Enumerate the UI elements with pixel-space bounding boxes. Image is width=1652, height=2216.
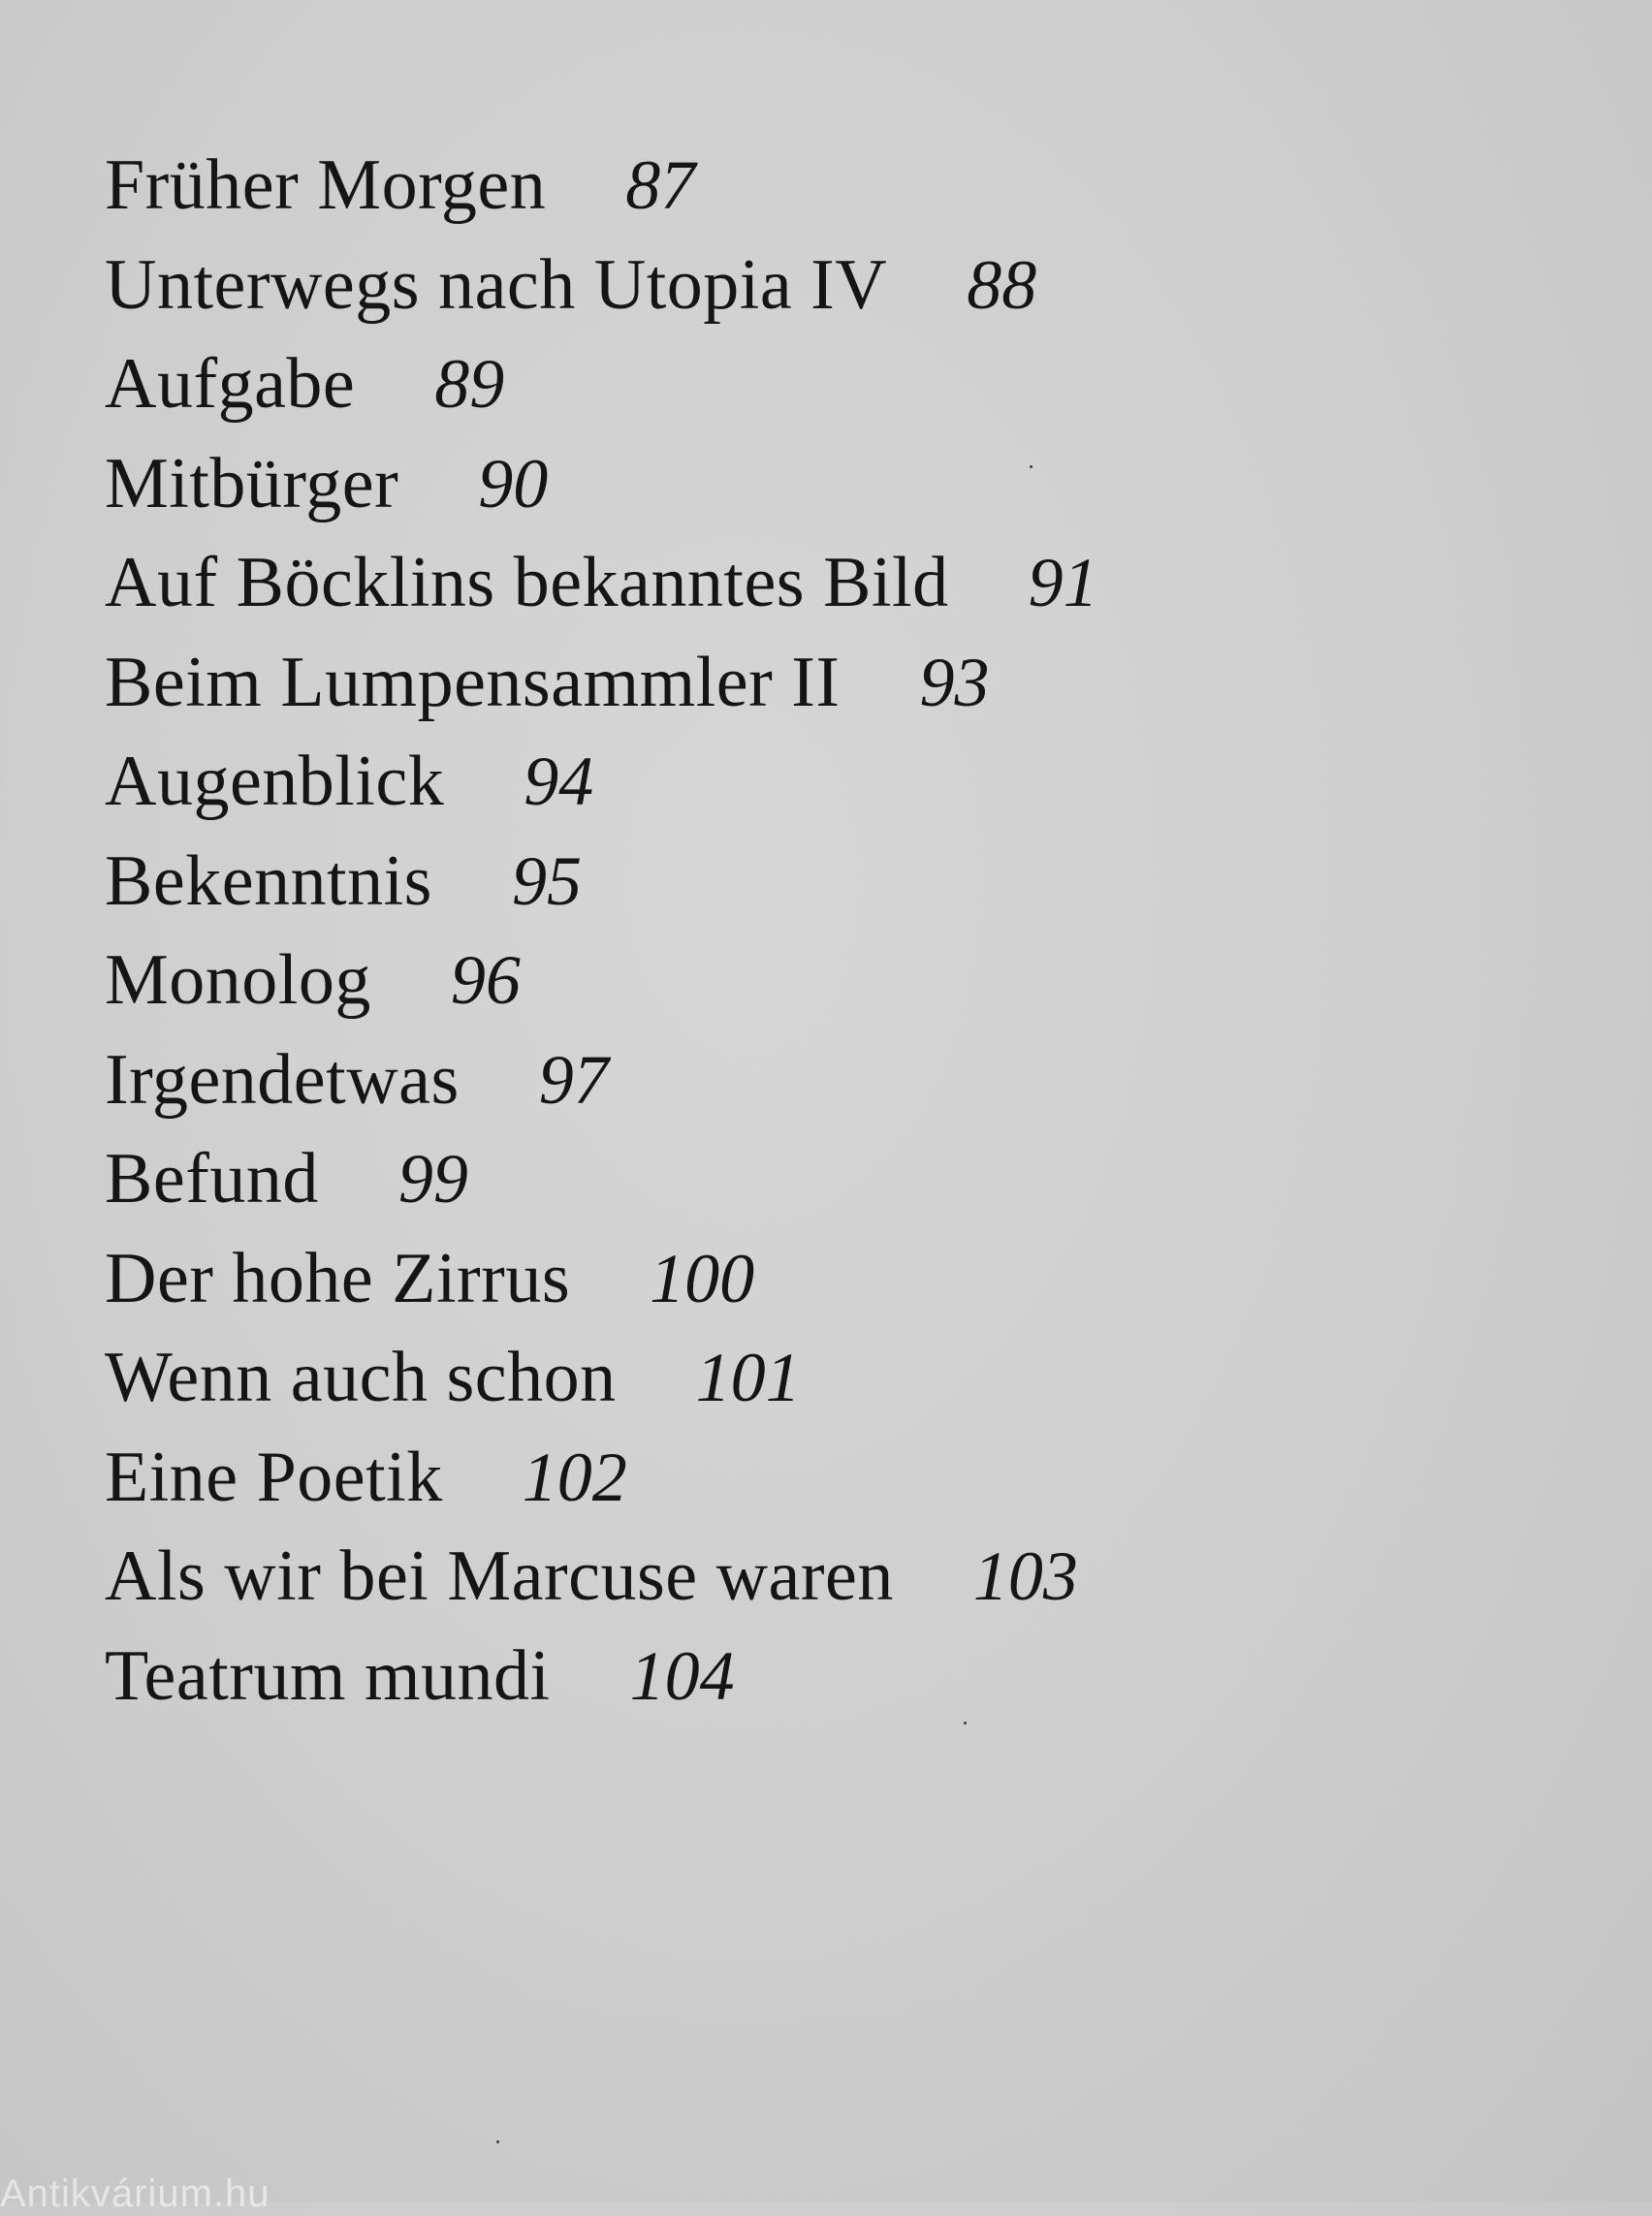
toc-entry-page: 93 xyxy=(919,643,990,721)
toc-entry xyxy=(105,334,1098,434)
toc-entry-page: 87 xyxy=(625,146,696,224)
toc-entry-page: 103 xyxy=(972,1537,1078,1615)
toc-entry-title: Bekenntnis xyxy=(105,840,432,921)
toc-entry xyxy=(105,1627,1098,1726)
toc-entry-page: 104 xyxy=(629,1636,735,1715)
toc-entry-page: 96 xyxy=(450,941,521,1019)
toc-entry-title: Teatrum mundi xyxy=(105,1635,551,1716)
toc-entry-title: Mitbürger xyxy=(105,443,399,523)
toc-entry-title: Beim Lumpensammler II xyxy=(105,642,841,722)
toc-entry xyxy=(105,533,1098,633)
toc-entry-title: Unterwegs nach Utopia IV xyxy=(105,244,888,325)
toc-entry-page: 100 xyxy=(650,1239,755,1317)
toc-entry xyxy=(105,732,1098,832)
toc-entry-title: Der hohe Zirrus xyxy=(105,1238,571,1318)
toc-entry-page: 94 xyxy=(524,743,594,820)
toc-entry xyxy=(105,1428,1098,1528)
toc-entry-title: Früher Morgen xyxy=(105,145,547,225)
toc-entry xyxy=(105,832,1098,932)
toc-entry xyxy=(105,633,1098,733)
toc-entry xyxy=(105,434,1098,534)
paper-speck xyxy=(964,1722,967,1725)
toc-entry-page: 90 xyxy=(478,444,549,522)
toc-entry-page: 89 xyxy=(434,345,505,423)
toc-entry xyxy=(105,136,1098,236)
toc-entry-page: 91 xyxy=(1028,544,1098,621)
watermark: Antikvárium.hu xyxy=(0,2172,270,2215)
toc-entry-title: Befund xyxy=(105,1139,319,1219)
toc-entry-page: 95 xyxy=(511,841,582,920)
toc-entry xyxy=(105,931,1098,1030)
toc-entry-title: Aufgabe xyxy=(105,344,356,424)
toc-entry xyxy=(105,1527,1098,1627)
toc-entry-page: 88 xyxy=(967,245,1037,324)
toc-entry-page: 97 xyxy=(538,1040,609,1119)
toc-entry xyxy=(105,1129,1098,1229)
toc-entry-title: Irgendetwas xyxy=(105,1039,460,1120)
toc-entry-title: Wenn auch schon xyxy=(105,1338,617,1417)
toc-entry-page: 101 xyxy=(695,1339,801,1416)
toc-entry-page: 102 xyxy=(522,1438,627,1516)
toc-entry-title: Auf Böcklins bekanntes Bild xyxy=(105,543,949,622)
toc-entry-title: Monolog xyxy=(105,940,371,1020)
table-of-contents xyxy=(105,136,1098,1725)
toc-entry xyxy=(105,1030,1098,1130)
toc-entry-title: Als wir bei Marcuse waren xyxy=(105,1536,894,1616)
toc-entry-title: Augenblick xyxy=(105,742,445,821)
toc-entry-title: Eine Poetik xyxy=(105,1437,443,1517)
toc-entry xyxy=(105,1229,1098,1329)
toc-entry-page: 99 xyxy=(397,1140,468,1218)
toc-entry xyxy=(105,1328,1098,1428)
toc-entry xyxy=(105,236,1098,335)
paper-speck xyxy=(496,2140,499,2143)
paper-speck xyxy=(1030,465,1032,468)
